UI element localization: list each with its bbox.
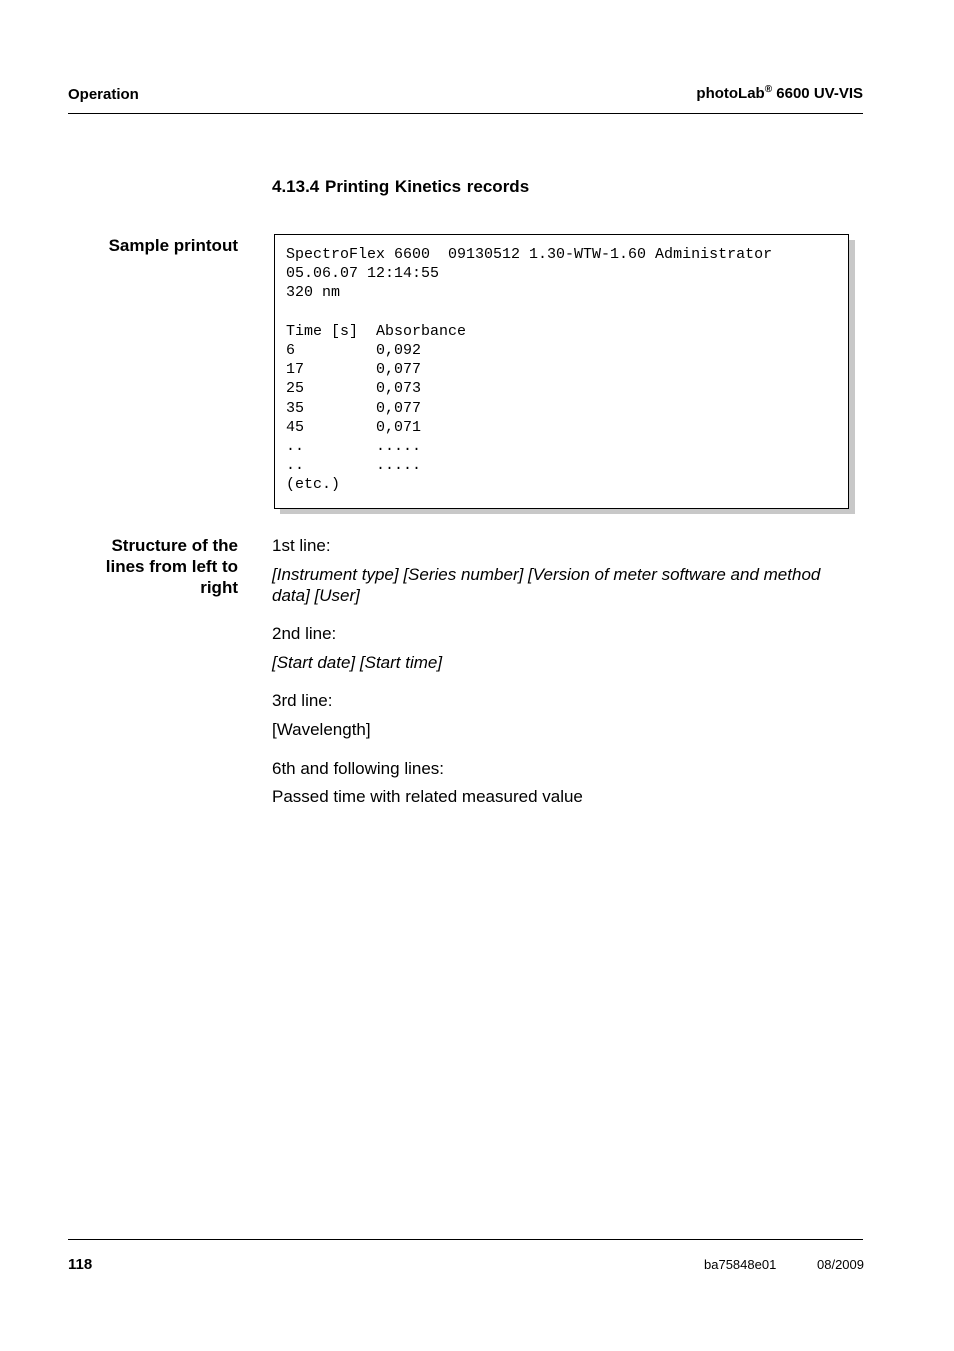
line-1-description: [Instrument type] [Series number] [Version of meter software and method data] [User] xyxy=(272,565,821,605)
line-3-heading: 3rd line: xyxy=(272,691,333,710)
printout-line: Time [s] Absorbance xyxy=(286,322,467,340)
product-model: 6600 UV-VIS xyxy=(772,85,863,102)
line-3-description: [Wavelength] xyxy=(272,720,371,739)
structure-label-line: lines from left to xyxy=(105,557,238,576)
printout-line: SpectroFlex 6600 09130512 1.30-WTW-1.60 Administrator xyxy=(286,246,773,263)
structure-label xyxy=(60,535,238,598)
printout-line: .. ..... xyxy=(286,457,422,475)
printout-line: 35 0,077 xyxy=(286,399,422,417)
registered-mark: ® xyxy=(764,84,773,95)
header-section-title: Operation xyxy=(68,86,139,103)
printout-line: .. ..... xyxy=(286,438,422,456)
printout-line: 320 nm xyxy=(286,284,341,302)
document-number: ba75848e01 xyxy=(704,1257,777,1272)
sample-printout-box xyxy=(274,234,849,509)
line-1-heading: 1st line: xyxy=(272,536,331,555)
printout-line: 05.06.07 12:14:55 xyxy=(286,265,440,283)
line-2-description: [Start date] [Start time] xyxy=(272,653,443,672)
line-6-heading: 6th and following lines: xyxy=(272,759,445,778)
printout-lines xyxy=(286,245,772,495)
page-number: 118 xyxy=(68,1256,93,1273)
footer-rule xyxy=(68,1239,863,1240)
header-rule xyxy=(68,113,863,114)
printout-line: 17 0,077 xyxy=(286,361,422,379)
line-6-description: Passed time with related measured value xyxy=(272,787,583,806)
line-2-heading: 2nd line: xyxy=(272,624,337,643)
printout-line: (etc.) xyxy=(286,476,341,494)
printout-line: 25 0,073 xyxy=(286,380,422,398)
section-title: 4.13.4 Printing Kinetics records xyxy=(272,177,530,196)
product-name: photoLab xyxy=(696,85,765,102)
structure-label-line: right xyxy=(200,578,238,597)
printout-line: 45 0,071 xyxy=(286,418,422,436)
structure-label-line: Structure of the xyxy=(111,536,238,555)
printout-line: 6 0,092 xyxy=(286,342,422,360)
header-product-title xyxy=(696,84,863,102)
sample-printout-label: Sample printout xyxy=(108,236,238,255)
document-date: 08/2009 xyxy=(817,1257,864,1272)
